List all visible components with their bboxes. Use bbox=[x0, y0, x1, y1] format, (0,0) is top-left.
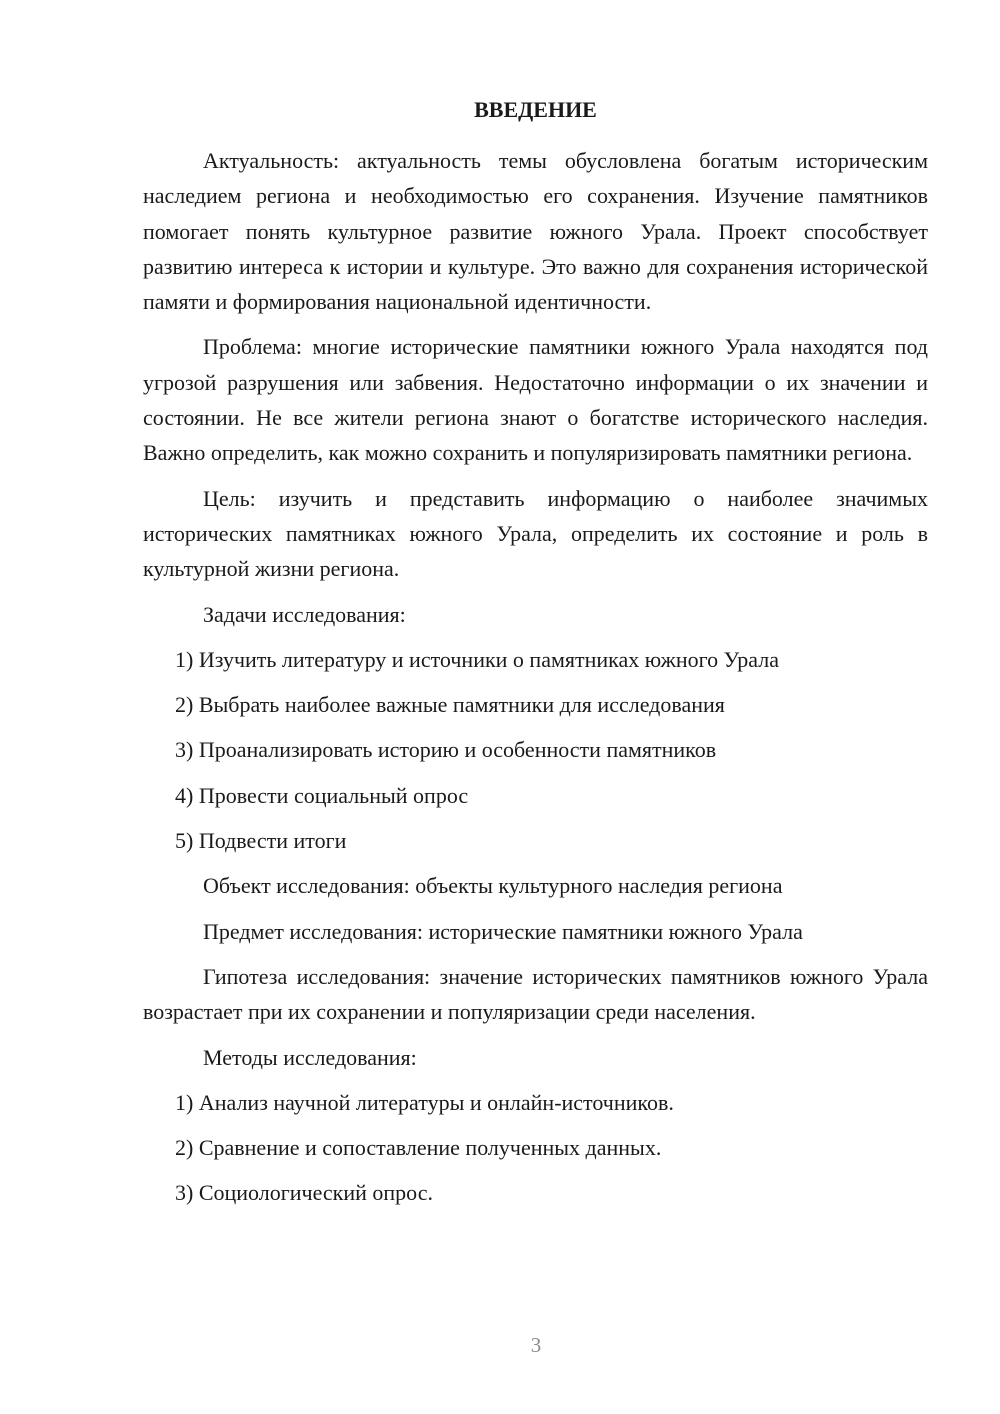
research-object: Объект исследования: объекты культурного наследия региона bbox=[203, 873, 783, 899]
relevance-paragraph: Актуальность: актуальность темы обусловлена богатым историческим наследием региона и необходимостью его сохранения. Изучение памятников помогает понять культурное развитие южного Урала. Проект способствует развитию интереса к истории и культуре. Это важно для сохранения исторической памяти и формирования национальной идентичности. bbox=[143, 148, 928, 315]
task-item: 5) Подвести итоги bbox=[175, 828, 347, 854]
method-item: 1) Анализ научной литературы и онлайн-источников. bbox=[175, 1089, 674, 1115]
document-page bbox=[143, 94, 928, 1221]
section-heading: ВВЕДЕНИЕ bbox=[474, 97, 597, 122]
method-item: 3) Социологический опрос. bbox=[175, 1180, 433, 1206]
goal-paragraph: Цель: изучить и представить информацию о наиболее значимых исторических памятниках южного Урала, определить их состояние и роль в культурной жизни региона. bbox=[143, 485, 928, 582]
page-number: 3 bbox=[530, 1333, 542, 1357]
task-item: 1) Изучить литературу и источники о памятниках южного Урала bbox=[175, 646, 779, 672]
tasks-title: Задачи исследования: bbox=[203, 601, 406, 627]
hypothesis-paragraph: Гипотеза исследования: значение исторических памятников южного Урала возрастает при их сохранении и популяризации среди населения. bbox=[143, 963, 928, 1025]
task-item: 4) Провести социальный опрос bbox=[175, 782, 469, 808]
problem-paragraph: Проблема: многие исторические памятники южного Урала находятся под угрозой разрушения или забвения. Недостаточно информации о их значении и состоянии. Не все жители региона знают о богатстве исторического наследия. Важно определить, как можно сохранить и популяризировать памятники региона. bbox=[143, 334, 928, 466]
research-subject: Предмет исследования: исторические памятники южного Урала bbox=[203, 918, 803, 944]
methods-title: Методы исследования: bbox=[203, 1044, 417, 1070]
method-item: 2) Сравнение и сопоставление полученных данных. bbox=[175, 1135, 662, 1161]
task-item: 3) Проанализировать историю и особенности памятников bbox=[175, 737, 717, 763]
task-item: 2) Выбрать наиболее важные памятники для исследования bbox=[175, 692, 725, 718]
